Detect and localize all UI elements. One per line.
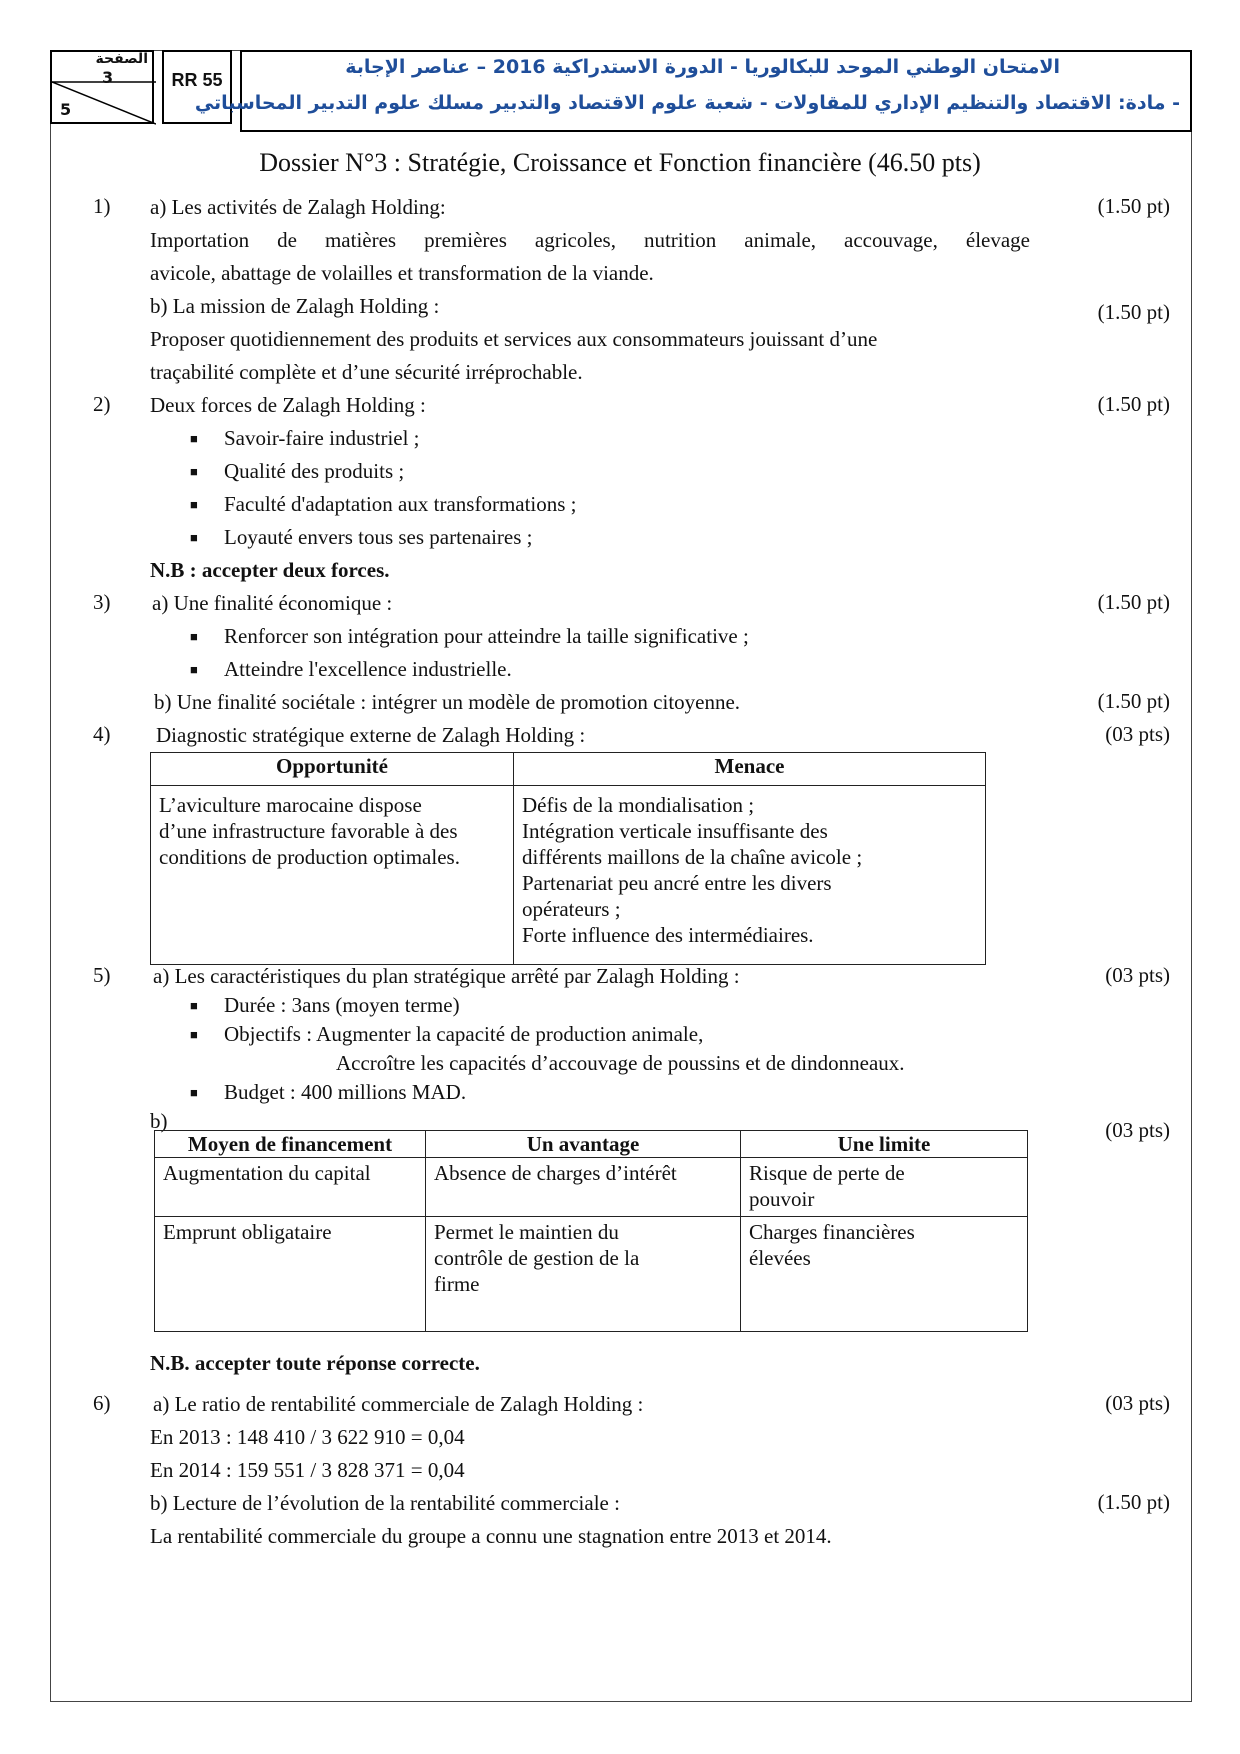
table-header-limit: Une limite <box>741 1131 1028 1158</box>
q1-b-points: (1.50 pt) <box>1097 300 1170 324</box>
dossier-title: Dossier N°3 : Stratégie, Croissance et Fonction financière (46.50 pts) <box>259 148 981 177</box>
bullet-icon: ■ <box>190 530 198 545</box>
question-number: 3) <box>93 590 111 614</box>
q1-b-title: b) La mission de Zalagh Holding : <box>150 294 440 318</box>
opportunity-line: L’aviculture marocaine dispose <box>159 793 422 817</box>
q1-a-points: (1.50 pt) <box>1097 194 1170 218</box>
table-header-threat: Menace <box>514 753 986 786</box>
opportunity-line: conditions de production optimales. <box>159 845 460 869</box>
q2-item: Faculté d'adaptation aux transformations ; <box>224 492 577 516</box>
exam-title-line-2: - مادة: الاقتصاد والتنظيم الإداري للمقاولات - شعبة علوم الاقتصاد والتدبير مسلك علوم التدبير المحاسباتي <box>194 92 1180 114</box>
bullet-icon: ■ <box>190 1027 198 1042</box>
page-label: الصفحة <box>95 51 148 67</box>
bullet-icon: ■ <box>190 464 198 479</box>
cell-line: Charges financières <box>749 1220 915 1244</box>
exam-title-line-1: الامتحان الوطني الموحد للبكالوريا - الدورة الاستدراكية 2016 – عناصر الإجابة <box>345 56 1060 78</box>
question-number: 1) <box>93 194 111 218</box>
table-row <box>155 1217 1028 1332</box>
q3-item: Atteindre l'excellence industrielle. <box>224 657 512 681</box>
q1-a-text-1: Importation de matières premières agricoles, nutrition animale, accouvage, élevage <box>150 228 1030 252</box>
q5-b-points: (03 pts) <box>1105 1118 1170 1142</box>
cell-advantage: Absence de charges d’intérêt <box>426 1158 741 1217</box>
cell-line: Permet le maintien du <box>434 1220 619 1244</box>
q1-b-text-1: Proposer quotidiennement des produits et services aux consommateurs jouissant d’une <box>150 327 878 351</box>
bullet-icon: ■ <box>190 998 198 1013</box>
q6-ratio-2013: En 2013 : 148 410 / 3 622 910 = 0,04 <box>150 1425 465 1449</box>
question-number: 4) <box>93 722 111 746</box>
threat-line: Intégration verticale insuffisante des <box>522 819 828 843</box>
cell-means: Emprunt obligataire <box>155 1217 426 1332</box>
bullet-icon: ■ <box>190 629 198 644</box>
q3-item: Renforcer son intégration pour atteindre la taille significative ; <box>224 624 749 648</box>
q2-item: Loyauté envers tous ses partenaires ; <box>224 525 533 549</box>
threat-line: Forte influence des intermédiaires. <box>522 923 814 947</box>
bullet-icon: ■ <box>190 497 198 512</box>
q1-a-text-2: avicole, abattage de volailles et transformation de la viande. <box>150 261 654 285</box>
q2-title: Deux forces de Zalagh Holding : <box>150 393 426 417</box>
cell-limit <box>741 1217 1028 1332</box>
q2-item: Savoir-faire industriel ; <box>224 426 420 450</box>
cell-line: firme <box>434 1272 480 1296</box>
table-header-means: Moyen de financement <box>155 1131 426 1158</box>
q6-b-title: b) Lecture de l’évolution de la rentabilité commerciale : <box>150 1491 620 1515</box>
q3-b-points: (1.50 pt) <box>1097 689 1170 713</box>
cell-means: Augmentation du capital <box>155 1158 426 1217</box>
opportunity-cell <box>151 786 514 965</box>
threat-cell <box>514 786 986 965</box>
page-number-box <box>50 50 154 124</box>
q2-note: N.B : accepter deux forces. <box>150 558 390 582</box>
q4-points: (03 pts) <box>1105 722 1170 746</box>
cell-line: pouvoir <box>749 1187 815 1211</box>
page-number: 3 <box>102 68 114 87</box>
q5-duration: Durée : 3ans (moyen terme) <box>224 993 460 1017</box>
exam-code: RR 55 <box>171 70 223 90</box>
cell-advantage <box>426 1217 741 1332</box>
q6-b-points: (1.50 pt) <box>1097 1490 1170 1514</box>
bullet-icon: ■ <box>190 1085 198 1100</box>
q5-a-title: a) Les caractéristiques du plan stratégique arrêté par Zalagh Holding : <box>153 964 740 988</box>
q5-b-label: b) <box>150 1109 168 1133</box>
q4-title: Diagnostic stratégique externe de Zalagh Holding : <box>156 723 586 747</box>
q6-a-points: (03 pts) <box>1105 1391 1170 1415</box>
q6-b-text: La rentabilité commerciale du groupe a connu une stagnation entre 2013 et 2014. <box>150 1524 832 1548</box>
q1-b-text-2: traçabilité complète et d’une sécurité irréprochable. <box>150 360 583 384</box>
threat-line: opérateurs ; <box>522 897 621 921</box>
q5-budget: Budget : 400 millions MAD. <box>224 1080 467 1104</box>
question-number: 6) <box>93 1391 111 1415</box>
q6-a-title: a) Le ratio de rentabilité commerciale de Zalagh Holding : <box>153 1392 644 1416</box>
q5-objectives-1: Objectifs : Augmenter la capacité de production animale, <box>224 1022 704 1046</box>
cell-limit <box>741 1158 1028 1217</box>
q5-objectives-2: Accroître les capacités d’accouvage de poussins et de dindonneaux. <box>336 1051 905 1075</box>
cell-line: contrôle de gestion de la <box>434 1246 640 1270</box>
q3-a-points: (1.50 pt) <box>1097 590 1170 614</box>
q2-points: (1.50 pt) <box>1097 392 1170 416</box>
cell-line: Risque de perte de <box>749 1161 905 1185</box>
exam-header <box>50 50 1192 132</box>
opportunity-line: d’une infrastructure favorable à des <box>159 819 458 843</box>
q5-note: N.B. accepter toute réponse correcte. <box>150 1351 480 1375</box>
bullet-icon: ■ <box>190 662 198 677</box>
financing-table <box>154 1130 1028 1332</box>
table-header-advantage: Un avantage <box>426 1131 741 1158</box>
q3-b-title: b) Une finalité sociétale : intégrer un modèle de promotion citoyenne. <box>154 690 741 714</box>
cell-line: élevées <box>749 1246 811 1270</box>
swot-table <box>150 752 986 965</box>
q5-a-points: (03 pts) <box>1105 963 1170 987</box>
q1-a-title: a) Les activités de Zalagh Holding: <box>150 195 446 219</box>
threat-line: Partenariat peu ancré entre les divers <box>522 871 832 895</box>
q3-a-title: a) Une finalité économique : <box>152 591 393 615</box>
question-number: 2) <box>93 392 111 416</box>
total-pages: 5 <box>60 100 72 119</box>
bullet-icon: ■ <box>190 431 198 446</box>
table-header-opportunity: Opportunité <box>151 753 514 786</box>
q2-item: Qualité des produits ; <box>224 459 405 483</box>
question-number: 5) <box>93 963 111 987</box>
q6-ratio-2014: En 2014 : 159 551 / 3 828 371 = 0,04 <box>150 1458 465 1482</box>
threat-line: Défis de la mondialisation ; <box>522 793 755 817</box>
threat-line: différents maillons de la chaîne avicole ; <box>522 845 863 869</box>
table-row <box>155 1158 1028 1217</box>
